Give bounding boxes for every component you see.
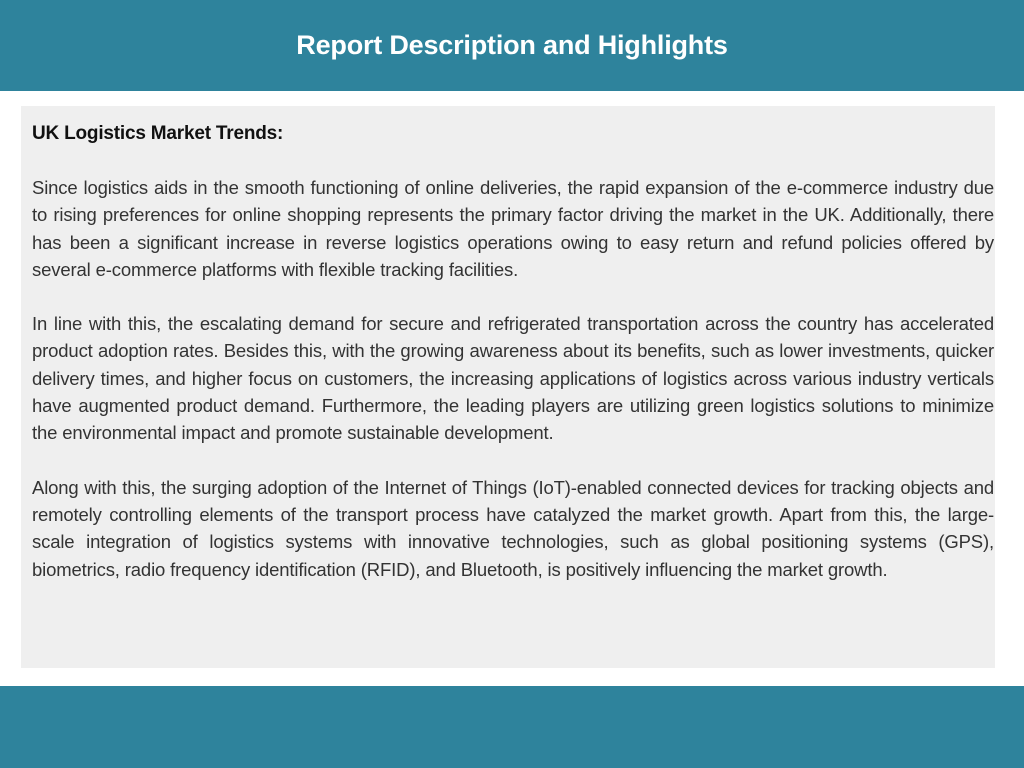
header-band — [0, 0, 1024, 91]
content-body — [32, 120, 994, 583]
paragraph-ecommerce-driver: Since logistics aids in the smooth functioning of online deliveries, the rapid expansion of the e-commerce industry due to rising preferences for online shopping represents the primary factor driving the market in the UK. Additionally, there has been a significant increase in reverse logistics operations owing to easy return and refund policies offered by several e-commerce platforms with flexible tracking facilities. — [32, 177, 994, 280]
content-panel — [21, 106, 995, 668]
footer-band — [0, 686, 1024, 768]
paragraph-demand-growth: In line with this, the escalating demand for secure and refrigerated transportation across the country has accelerated product adoption rates. Besides this, with the growing awareness about its benefits, such as lower investments, quicker delivery times, and higher focus on customers, the increasing applications of logistics across various industry verticals have augmented product demand. Furthermore, the leading players are utilizing green logistics solutions to minimize the environmental impact and promote sustainable development. — [32, 313, 994, 444]
page-title: Report Description and Highlights — [296, 30, 728, 60]
section-heading: UK Logistics Market Trends: — [32, 123, 284, 144]
paragraph-technology-integration: Along with this, the surging adoption of the Internet of Things (IoT)-enabled connected devices for tracking objects and remotely controlling elements of the transport process have catalyzed the market growth. Apart from this, the large-scale integration of logistics systems with innovative technologies, such as global positioning systems (GPS), biometrics, radio frequency identification (RFID), and Bluetooth, is positively influencing the market growth. — [32, 476, 994, 580]
